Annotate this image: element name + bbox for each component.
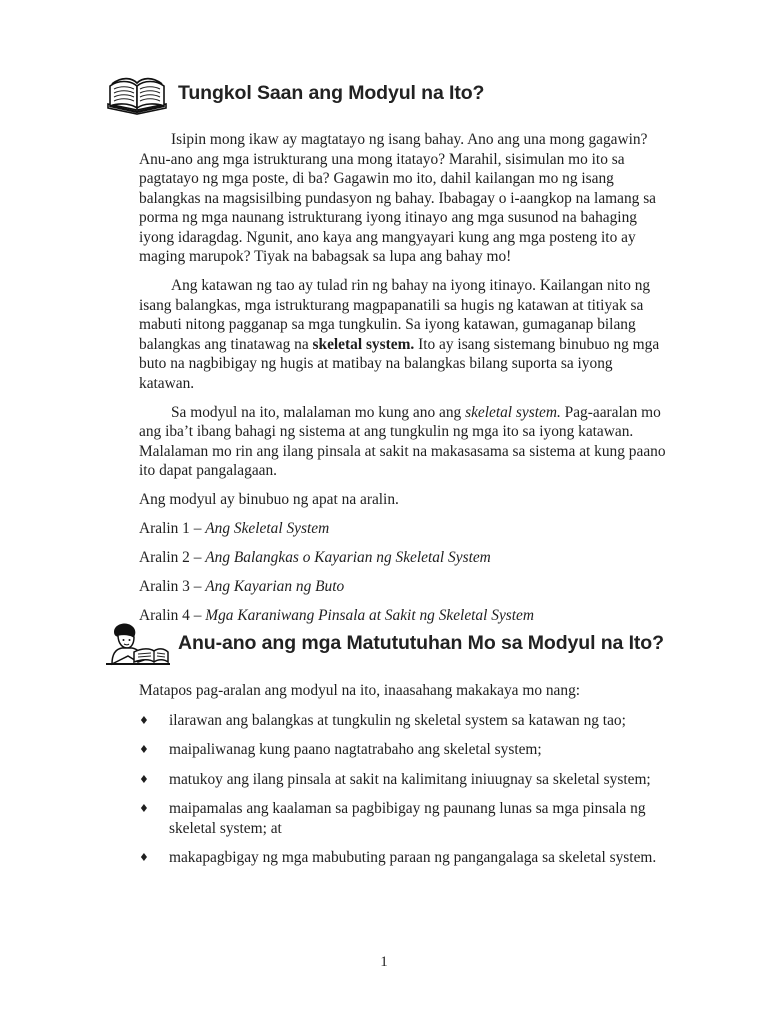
list-item-text: maipamalas ang kaalaman sa pagbibigay ng paunang lunas sa mga pinsala ng skeletal system; at [169,800,646,837]
paragraph: Matapos pag-aralan ang modyul na ito, inaasahang makakaya mo nang: [139,682,581,699]
bold-term: skeletal system. [312,335,415,353]
lesson-label: Aralin 1 – [139,520,206,537]
list-item-text: ilarawan ang balangkas at tungkulin ng skeletal system sa katawan ng tao; [169,711,626,729]
list-item [139,770,671,790]
list-item [139,848,671,868]
student-reading-icon [104,620,170,666]
diamond-bullet-icon: ♦ [139,851,149,864]
lesson-item [139,519,671,539]
objectives-list [139,711,671,868]
open-book-icon [104,70,170,116]
lesson-title: Ang Kayarian ng Buto [205,578,345,595]
paragraph: Ang modyul ay binubuo ng apat na aralin. [139,491,399,508]
lesson-item [139,577,671,597]
lesson-label: Aralin 4 – [139,607,206,624]
page-number: 1 [380,954,388,970]
lesson-label: Aralin 2 – [139,549,206,566]
lesson-title: Mga Karaniwang Pinsala at Sakit ng Skeletal System [205,607,534,624]
diamond-bullet-icon: ♦ [139,713,149,727]
paragraph-text: Ang katawan ng tao ay tulad rin ng bahay na iyong itinayo. Kailangan nito ng isang balangkas, mga istrukturang magpapanatili sa hugis ng katawan at titiyak sa mabuti nitong pagganap sa mga tungkulin. Sa iyong katawan, gumaganap bilang balangkas ang tinatawag na [139,277,651,353]
italic-term: skeletal system. [465,403,561,421]
section-heading-objectives [104,620,664,666]
section-title: Anu-ano ang mga Matututuhan Mo sa Modyul na Ito? [178,631,664,654]
lesson-label: Aralin 3 – [139,578,206,595]
paragraph [139,403,671,481]
paragraph: Isipin mong ikaw ay magtatayo ng isang bahay. Ano ang una mong gagawin? Anu-ano ang mga istrukturang una mong itatayo? Marahil, sisimulan mo ito sa pagtatayo ng mga poste, di ba? Gagawin mo ito, dahil kailangan mo ng isang balangkas na magsisilbing pundasyon ng bahay. Ibabagay o i-aangkop na lamang sa porma ng mga naunang istrukturang iyong itinayo ang mga susunod na bahaging iyong idaragdag. Ngunit, ano kaya ang mangyayari kung ang mga posteng ito ay maging marupok? Tiyak na babagsak sa lupa ang bahay mo! [139,131,657,265]
diamond-bullet-icon: ♦ [139,802,149,815]
section-title: Tungkol Saan ang Modyul na Ito? [178,81,485,104]
section-heading-about [104,70,484,116]
paragraph-text: Sa modyul na ito, malalaman mo kung ano ang [171,403,466,421]
lesson-item [139,548,671,568]
lesson-title: Ang Balangkas o Kayarian ng Skeletal System [205,549,491,566]
diamond-bullet-icon: ♦ [139,743,149,756]
list-item-text: makapagbigay ng mga mabubuting paraan ng pangangalaga sa skeletal system. [169,849,657,866]
list-item [139,799,671,838]
lesson-title: Ang Skeletal System [205,520,330,537]
list-item-text: maipaliwanag kung paano nagtatrabaho ang skeletal system; [169,741,542,758]
list-item [139,740,671,760]
section-about-body [139,130,671,635]
list-item-text: matukoy ang ilang pinsala at sakit na kalimitang iniuugnay sa skeletal system; [169,770,651,788]
paragraph-text: Ito ay isang sistemang binubuo ng mga buto na nagbibigay ng hugis at matibay na balangkas bilang suporta sa iyong katawan. [139,335,660,392]
paragraph [139,276,671,393]
paragraph-text: Pag-aaralan mo ang iba’t ibang bahagi ng sistema at ang tungkulin ng mga ito sa iyong katawan. Malalaman mo rin ang ilang pinsala at sakit na makasasama sa sistema at kung paano ito dapat pangalagaan. [139,403,666,479]
section-objectives-body [139,681,671,878]
diamond-bullet-icon: ♦ [139,772,149,786]
list-item [139,711,671,731]
